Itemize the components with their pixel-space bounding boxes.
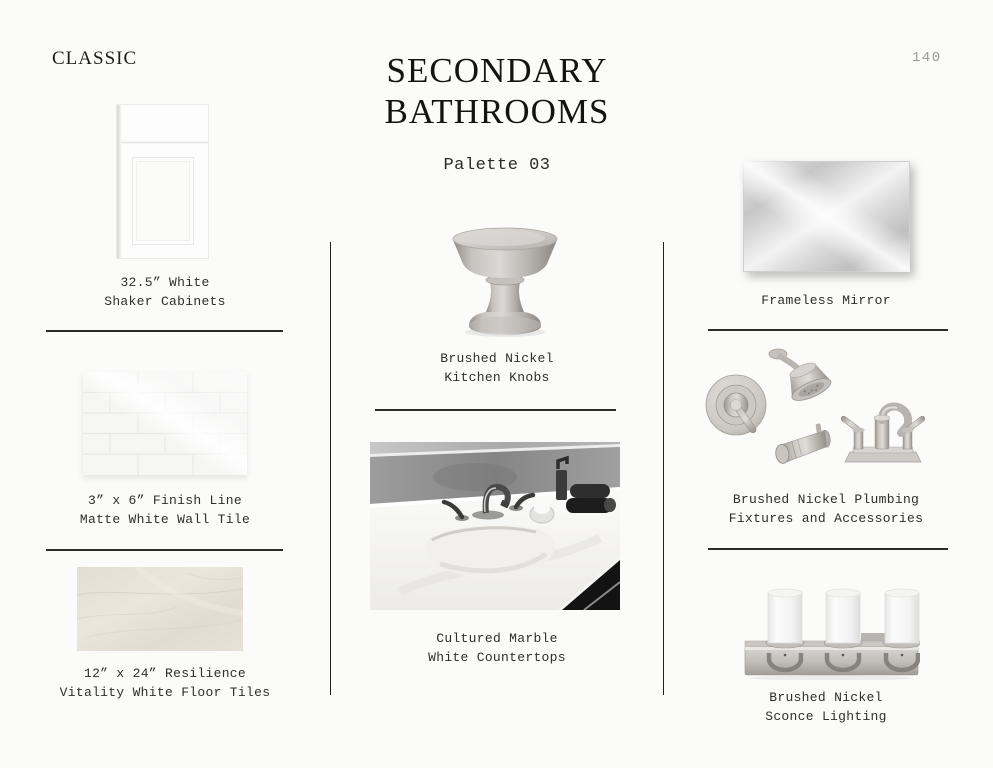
plumbing-caption-line1: Brushed Nickel Plumbing xyxy=(732,492,920,507)
floor-tile-caption-line2: Vitality White Floor Tiles xyxy=(59,684,271,700)
plumbing-fixtures-image xyxy=(703,338,948,483)
knobs-caption xyxy=(357,350,637,387)
wall-tile-caption-line2: Matte White Wall Tile xyxy=(79,511,251,527)
page-title-line1: SECONDARY xyxy=(386,51,608,90)
page-title xyxy=(297,50,697,132)
cabinets-caption-line2: Shaker Cabinets xyxy=(104,293,226,309)
wall-tile-caption xyxy=(25,492,305,529)
floor-tile-image xyxy=(77,567,243,651)
right-divider-1 xyxy=(708,329,948,331)
mirror-caption xyxy=(686,292,966,311)
page-title-line2: BATHROOMS xyxy=(384,92,610,131)
floor-tile-caption-line1: 12” x 24” Resilience xyxy=(83,666,247,681)
left-divider-2 xyxy=(46,549,283,551)
sconce-light-image xyxy=(743,585,920,680)
countertops-caption xyxy=(357,630,637,667)
plumbing-caption xyxy=(686,491,966,528)
left-divider-1 xyxy=(46,330,283,332)
mirror-image xyxy=(743,161,910,272)
right-divider-2 xyxy=(708,548,948,550)
center-divider xyxy=(375,409,616,411)
knobs-caption-line2: Kitchen Knobs xyxy=(444,369,550,385)
sconce-caption xyxy=(686,689,966,726)
cabinet-knob-image xyxy=(443,220,567,340)
wall-tile-caption-line1: 3” x 6” Finish Line xyxy=(88,493,242,508)
collection-label: CLASSIC xyxy=(52,48,138,69)
column-divider-left xyxy=(330,242,331,695)
floor-tile-caption xyxy=(25,665,305,702)
knobs-caption-line1: Brushed Nickel xyxy=(440,351,554,366)
countertop-image xyxy=(370,442,620,610)
wall-tile-image xyxy=(83,372,247,475)
cabinets-caption xyxy=(25,274,305,311)
palette-subtitle: Palette 03 xyxy=(443,156,551,175)
plumbing-caption-line2: Fixtures and Accessories xyxy=(728,510,924,526)
page-number: 140 xyxy=(912,50,942,66)
countertops-caption-line1: Cultured Marble xyxy=(436,631,558,646)
countertops-caption-line2: White Countertops xyxy=(428,649,566,665)
sconce-caption-line1: Brushed Nickel xyxy=(769,690,883,705)
cabinets-caption-line1: 32.5” White xyxy=(120,275,210,290)
column-divider-right xyxy=(663,242,664,695)
shaker-cabinet-image xyxy=(116,104,209,259)
sconce-caption-line2: Sconce Lighting xyxy=(765,708,887,724)
mirror-caption-line1: Frameless Mirror xyxy=(761,293,891,308)
